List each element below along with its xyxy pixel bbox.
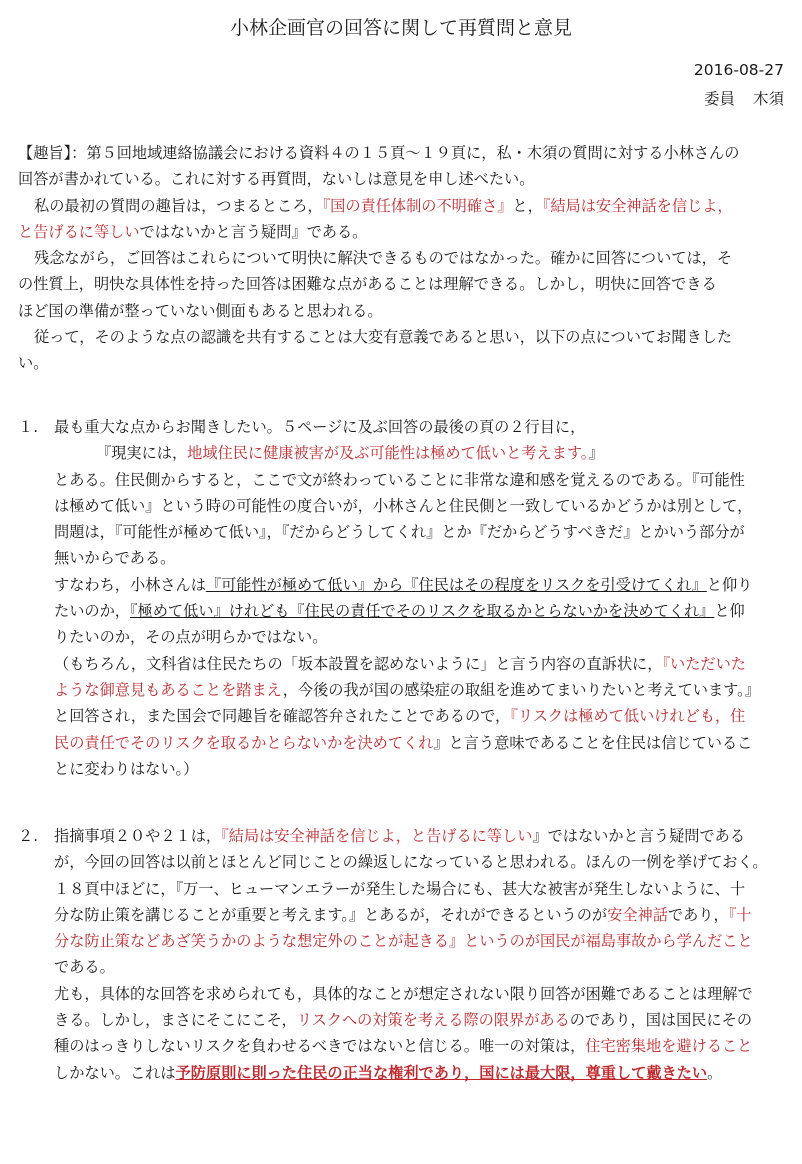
highlighted-text: 『極めて低い』けれども『住民の責任でそのリスクを取るかとらないかを決めてくれ』 bbox=[129, 602, 715, 621]
section-1-line bbox=[54, 756, 788, 782]
intro-section bbox=[18, 140, 788, 377]
text-segment: 回答が書かれている。これに対する再質問，ないしは意見を申し述べたい。 bbox=[18, 170, 535, 189]
text-segment: ではないかと言う疑問』である。 bbox=[139, 222, 368, 241]
section-1-line bbox=[54, 624, 788, 650]
text-segment: りたいのか，その点が明らかではない。 bbox=[54, 628, 328, 647]
intro-line bbox=[18, 324, 788, 350]
highlighted-text: 『結局は安全神話を信じよ， bbox=[542, 196, 733, 215]
text-segment: たいのか， bbox=[54, 602, 130, 621]
section-1-line bbox=[54, 598, 788, 624]
text-segment: と回答され，また国会で同趣旨を確認答弁されたことであるので， bbox=[54, 707, 511, 726]
intro-line bbox=[18, 140, 788, 166]
document-author bbox=[704, 86, 784, 112]
highlighted-text: 『十 bbox=[728, 905, 752, 924]
section-1-line bbox=[54, 572, 788, 598]
text-segment: とある。住民側からすると，ここで文が終わっていることに非常な違和感を覚えるのである。『可能性 bbox=[54, 470, 745, 489]
section-1-line bbox=[54, 730, 788, 756]
intro-line bbox=[18, 350, 788, 376]
section-2-line bbox=[54, 876, 788, 902]
text-segment: きる。しかし，まさにそこにこそ， bbox=[54, 1011, 297, 1030]
text-segment: しかない。これは bbox=[54, 1063, 176, 1082]
highlighted-text: 安全神話 bbox=[607, 905, 668, 924]
highlighted-text: 民の責任でそのリスクを取るかとらないかを決めてくれ bbox=[54, 733, 434, 752]
text-segment: 』ではないかと言う疑問である bbox=[532, 827, 746, 845]
text-segment: である。 bbox=[54, 958, 115, 977]
section-1-line bbox=[54, 519, 788, 545]
text-segment: 。 bbox=[707, 1063, 723, 1082]
highlighted-text: リスクへの対策を考える際の限界がある bbox=[296, 1011, 570, 1030]
text-segment: ほど国の準備が整っていない側面もあると思われる。 bbox=[18, 301, 383, 320]
highlighted-text: 『可能性が極めて低い』から『住民はその程度をリスクを引受けてくれ』 bbox=[205, 575, 707, 594]
document-title: 小林企画官の回答に関して再質問と意見 bbox=[229, 17, 572, 39]
section-1-line bbox=[54, 467, 788, 493]
section-2-line bbox=[54, 928, 788, 954]
text-segment: １８頁中ほどに，『万一、ヒューマンエラーが発生した場合にも、甚大な被害が発生しないように、十 bbox=[54, 879, 746, 898]
text-segment: 種のはっきりしないリスクを負わせるべきではないと信じる。唯一の対策は， bbox=[54, 1037, 586, 1056]
section-1-body bbox=[54, 414, 788, 782]
text-segment: 残念ながら，ご回答はこれらについて明快に解決できるものではなかった。確かに回答については，そ bbox=[34, 249, 733, 268]
text-segment: （もちろん，文科省は住民たちの「坂本設置を認めないように」と言う内容の直訴状に， bbox=[54, 654, 663, 673]
section-2-line bbox=[54, 902, 788, 928]
intro-line bbox=[18, 219, 788, 245]
text-segment: 』と言う意味であることを住民は信じているこ bbox=[433, 733, 753, 752]
author-name: 木須 bbox=[752, 90, 784, 108]
text-segment: 指摘事項２０や２１は， bbox=[54, 827, 222, 845]
section-1-line bbox=[54, 545, 788, 571]
intro-line bbox=[18, 193, 788, 219]
highlighted-text: 地域住民に健康被害が及ぶ可能性は極めて低いと考えます。 bbox=[187, 444, 589, 463]
highlighted-text: ような御意見もあることを踏まえ bbox=[54, 680, 283, 699]
section-1-line bbox=[54, 414, 788, 440]
text-segment: であり， bbox=[667, 905, 729, 924]
text-segment: 『現実には， bbox=[96, 444, 188, 463]
section-2-line bbox=[54, 954, 788, 980]
author-role: 委員 bbox=[703, 90, 735, 108]
intro-line bbox=[18, 271, 788, 297]
text-segment: い。 bbox=[18, 354, 49, 373]
section-1-line bbox=[54, 493, 788, 519]
section-2-line bbox=[54, 1060, 788, 1086]
section-1 bbox=[18, 414, 788, 782]
text-segment: 私の最初の質問の趣旨は，つまるところ， bbox=[34, 196, 323, 215]
text-segment: は極めて低い』という時の可能性の度合いが，小林さんと住民側と一致しているかどうかは別として， bbox=[54, 496, 753, 515]
text-segment: と， bbox=[512, 196, 543, 215]
text-segment: 従って，そのような点の認識を共有することは大変有意義であると思い，以下の点についてお聞きした bbox=[34, 328, 733, 347]
text-segment: 【趣旨】：第５回地域連絡協議会における資料４の１５頁～１９頁に，私・木須の質問に対する小林さんの bbox=[18, 144, 740, 162]
text-segment: とに変わりはない。） bbox=[54, 759, 199, 778]
text-segment: 分な防止策を講じることが重要と考えます。』とあるが，それができるというのが bbox=[54, 905, 608, 924]
text-segment: が，今回の回答は以前とほとんど同じことの繰返しになっていると思われる。ほんの一例を挙げておく。 bbox=[54, 853, 768, 872]
text-segment: すなわち，小林さんは bbox=[54, 575, 206, 594]
highlighted-text: と告げるに等しい bbox=[18, 222, 140, 241]
intro-line bbox=[18, 298, 788, 324]
section-1-line bbox=[54, 651, 788, 677]
highlighted-text: 『リスクは極めて低いけれども，住 bbox=[510, 707, 746, 726]
highlighted-text: 分な防止策などあざ笑うかのような想定外のことが起きる』というのが国民が福島事故から学んだこと bbox=[54, 932, 753, 951]
section-2-body bbox=[54, 823, 788, 1086]
section-1-line bbox=[54, 677, 788, 703]
text-segment: と仰 bbox=[714, 602, 745, 621]
document-date: 2016-08-27 bbox=[693, 61, 784, 79]
highlighted-text: 『国の責任体制の不明確さ』 bbox=[322, 196, 513, 215]
section-2-line bbox=[54, 1033, 788, 1059]
section-2-line bbox=[54, 849, 788, 875]
text-segment: 無いからである。 bbox=[54, 549, 176, 568]
section-2-line bbox=[54, 1007, 788, 1033]
section-2-line bbox=[54, 823, 788, 849]
highlighted-text: 『結局は安全神話を信じよ，と告げるに等しい bbox=[221, 827, 533, 845]
highlighted-text: 『いただいた bbox=[662, 654, 746, 673]
highlighted-text: 予防原則に則った住民の正当な権利であり，国には最大限，尊重して戴きたい bbox=[175, 1063, 708, 1082]
text-segment: のであり，国は国民にその bbox=[569, 1011, 753, 1030]
section-1-number: １. bbox=[18, 418, 39, 436]
text-segment: 尤も，具体的な回答を求められても，具体的なことが想定されない限り回答が困難であることは理解で bbox=[54, 984, 753, 1003]
section-2-line bbox=[54, 981, 788, 1007]
text-segment: 』 bbox=[588, 444, 604, 463]
text-segment: ，今後の我が国の感染症の取組を進めてまいりたいと考えています。』 bbox=[282, 680, 760, 699]
intro-line bbox=[18, 166, 788, 192]
text-segment: と仰り bbox=[706, 575, 753, 594]
section-1-line bbox=[54, 703, 788, 729]
section-2-number: ２. bbox=[18, 827, 39, 845]
section-1-quote bbox=[54, 440, 788, 466]
section-2 bbox=[18, 823, 788, 1086]
text-segment: 最も重大な点からお聞きしたい。５ページに及ぶ回答の最後の頁の２行目に， bbox=[54, 418, 586, 436]
highlighted-text: 住宅密集地を避けること bbox=[585, 1037, 753, 1056]
intro-line bbox=[18, 245, 788, 271]
text-segment: の性質上，明快な具体性を持った回答は困難な点があることは理解できる。しかし，明快に回答できる bbox=[18, 275, 717, 294]
text-segment: 問題は，『可能性が極めて低い』，『だからどうしてくれ』とか『だからどうすべきだ』とかいう部分が bbox=[54, 523, 745, 542]
